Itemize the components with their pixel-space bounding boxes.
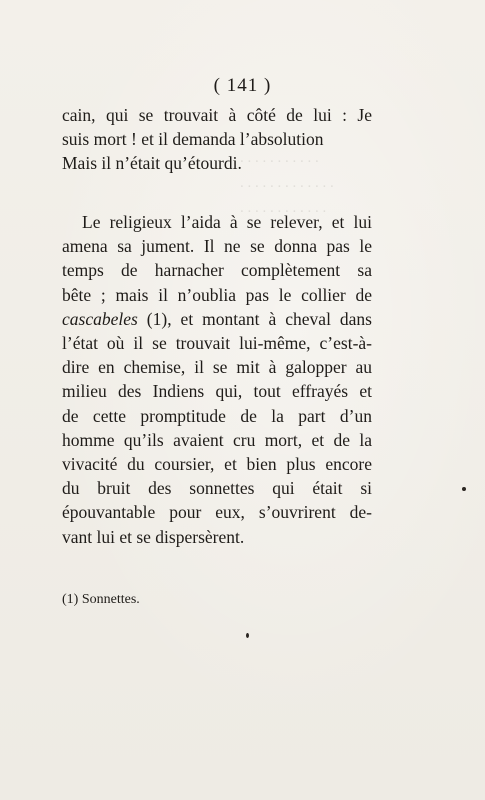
text-line: du bruit des sonnettes qui était si (62, 478, 372, 499)
text-line: suis mort ! et il demanda l’absolution (62, 129, 324, 150)
text-line: bête ; mais il n’oublia pas le collier de (62, 284, 372, 305)
italic-word: cascabeles (62, 308, 138, 329)
paragraph-2 (62, 210, 372, 549)
text-line: de cette promptitude de la part d’un (62, 405, 372, 426)
text-line: cain, qui se trouvait à côté de lui : Je (62, 105, 372, 125)
text-line: milieu des Indiens qui, tout effrayés et (62, 381, 372, 402)
page-number: ( 141 ) (213, 75, 272, 96)
paragraph-1 (62, 103, 372, 176)
text-line: Le religieux l’aida à se relever, et lui (82, 212, 372, 232)
ink-speck (246, 633, 249, 638)
show-through: . . . . . . . . . . . . . (240, 175, 334, 191)
text-line: temps de harnacher complètement sa (62, 260, 372, 281)
text-line: amena sa jument. Il ne se donna pas le (62, 236, 372, 257)
text-line: cascabeles (1), et montant à cheval dans (62, 308, 372, 329)
ink-speck (462, 487, 466, 491)
text-line: l’état où il se trouvait lui-même, c’est-à- (62, 333, 372, 354)
show-through: . . . . . . . . . . . . (240, 200, 327, 216)
text-line: Mais il n’était qu’étourdi. (62, 153, 242, 174)
footnote: (1) Sonnettes. (62, 592, 140, 607)
text-line: vant lui et se dispersèrent. (62, 526, 245, 547)
text-line: homme qu’ils avaient cru mort, et de la (62, 429, 372, 450)
text-line: dire en chemise, il se mit à galopper au (62, 357, 372, 378)
text-line: épouvantable pour eux, s’ouvrirent de- (62, 502, 372, 523)
show-through: . . . . . . . . . . . (240, 150, 319, 166)
text-line: vivacité du coursier, et bien plus encore (62, 454, 372, 475)
